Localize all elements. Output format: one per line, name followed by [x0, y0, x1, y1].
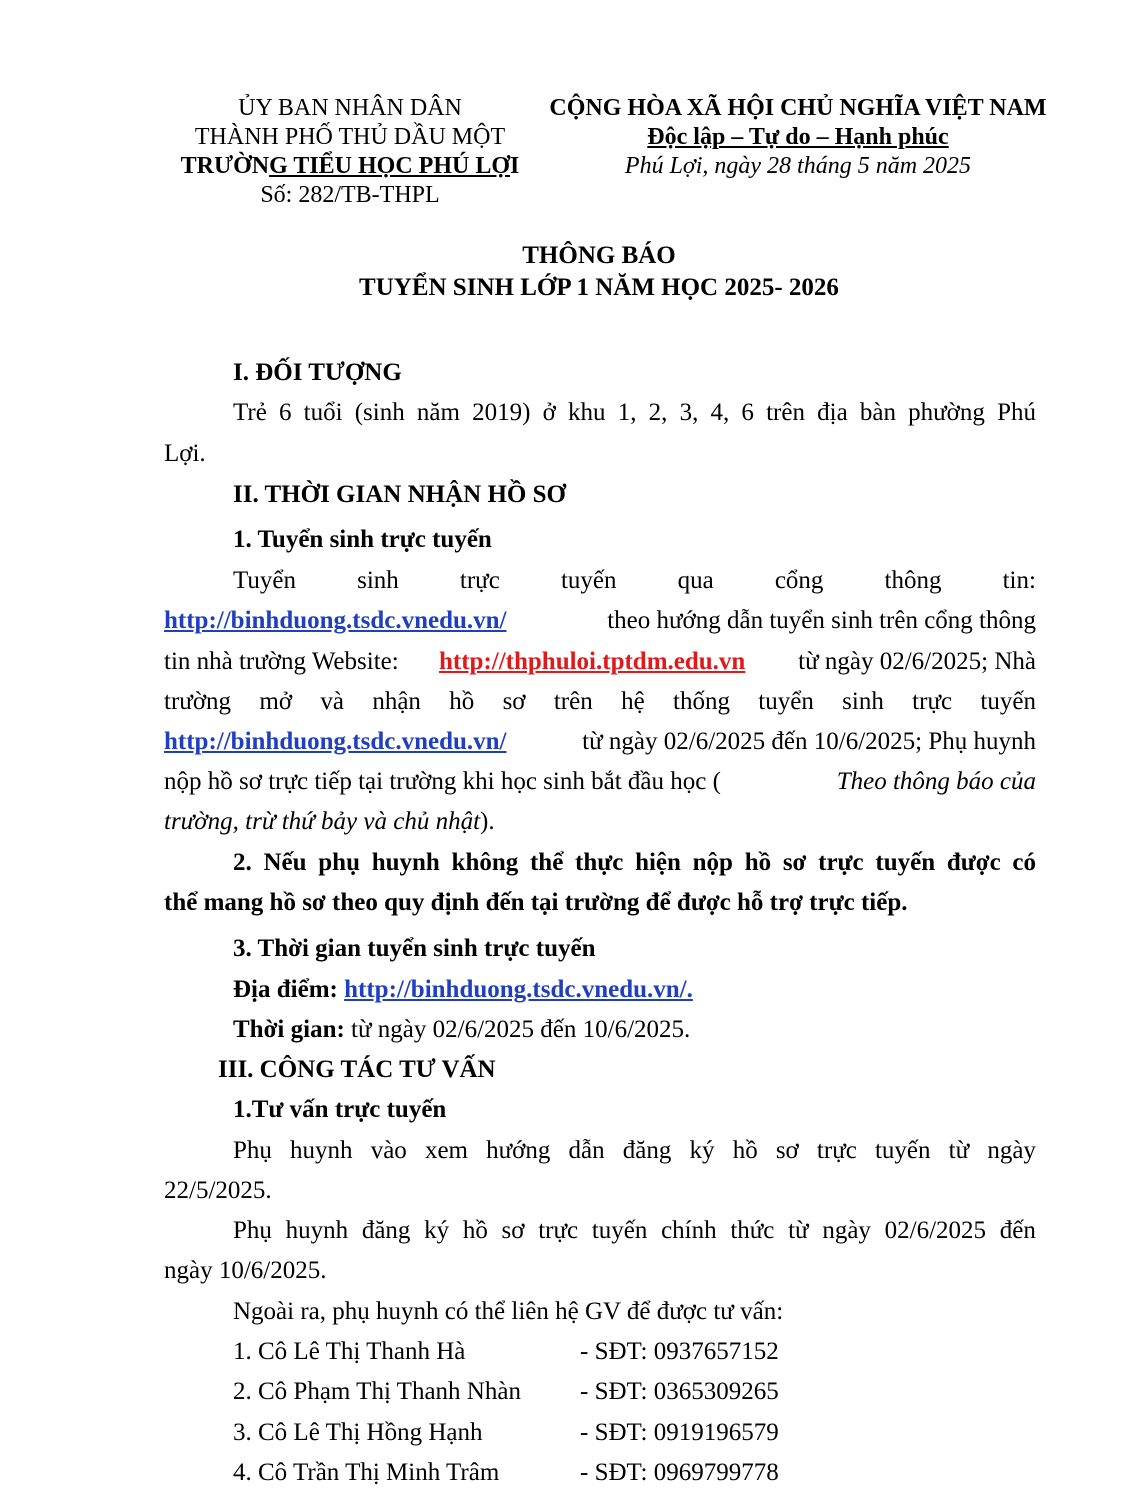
para-line7-italic: trường, trừ thứ bảy và chủ nhật	[164, 808, 481, 835]
word: 02/6/2025	[884, 1217, 987, 1244]
para-line5-text: từ ngày 02/6/2025 đến 10/6/2025; Phụ huynh	[582, 728, 1036, 755]
word: tuyển	[758, 688, 814, 715]
word: xem	[424, 1137, 468, 1164]
school-name-part: TRƯỜN	[180, 153, 270, 179]
word: sinh	[842, 688, 884, 715]
word: sơ	[775, 1137, 799, 1164]
word: dẫn	[568, 1137, 605, 1164]
motto	[548, 123, 1048, 152]
section-3-p2-line1	[233, 1213, 1036, 1249]
section-2-sub2-line1: 2. Nếu phụ huynh không thể thực hiện nộp hồ sơ trực tuyến được có	[233, 849, 1036, 876]
time-line	[233, 1012, 1036, 1048]
word: đăng	[622, 1137, 672, 1164]
contact-phone: - SĐT: 0919196579	[580, 1419, 779, 1446]
section-2-sub2-line2: thể mang hồ sơ theo quy định đến tại trường để được hỗ trợ trực tiếp.	[164, 889, 908, 916]
time-label: Thời gian:	[233, 1016, 345, 1043]
word: ngày	[987, 1137, 1036, 1164]
word: qua	[677, 567, 714, 594]
word: Phụ	[233, 1137, 272, 1164]
word: cổng	[774, 567, 824, 594]
word: tuyến	[560, 567, 617, 594]
school-website-link[interactable]: http://thphuloi.tptdm.edu.vn	[438, 648, 746, 675]
word: hồ	[449, 688, 475, 715]
section-2-para-line3	[164, 644, 1036, 680]
section-2-sub1: 1. Tuyển sinh trực tuyến	[233, 526, 492, 553]
section-3-heading: III. CÔNG TÁC TƯ VẤN	[218, 1056, 496, 1083]
para-line3-text-b: từ ngày 02/6/2025; Nhà	[785, 648, 1036, 675]
section-1-heading: I. ĐỐI TƯỢNG	[233, 359, 402, 386]
doc-title: THÔNG BÁO	[522, 242, 676, 269]
word: Tuyển	[233, 567, 296, 594]
word: vào	[370, 1137, 407, 1164]
section-2-para-line4	[164, 684, 1036, 720]
word: đến	[999, 1217, 1036, 1244]
word: thống	[673, 688, 730, 715]
word: hồ	[732, 1137, 758, 1164]
header-right	[548, 94, 1048, 181]
word: mở	[259, 688, 293, 715]
word: nhận	[372, 688, 421, 715]
word: tin:	[1002, 567, 1036, 594]
section-3-sub1: 1.Tư vấn trực tuyến	[233, 1096, 447, 1123]
authority-name: ỦY BAN NHÂN DÂN	[238, 95, 462, 121]
section-1-text-line1: Trẻ 6 tuổi (sinh năm 2019) ở khu 1, 2, 3, 4, 6 trên địa bàn phường Phú	[233, 399, 1036, 426]
school-name-end: I	[510, 153, 520, 179]
location-label: Địa điểm:	[233, 976, 345, 1003]
word: hồ	[462, 1217, 488, 1244]
word: ngày	[822, 1217, 871, 1244]
contact-phone: - SĐT: 0365309265	[580, 1378, 779, 1405]
section-3-p1-line1	[233, 1133, 1036, 1169]
school-name	[160, 152, 540, 181]
word: trên	[553, 688, 593, 715]
word: ký	[424, 1217, 450, 1244]
contact-name: 4. Cô Trần Thị Minh Trâm	[233, 1459, 500, 1486]
word: huynh	[285, 1217, 349, 1244]
word: tuyến	[980, 688, 1036, 715]
contact-name: 1. Cô Lê Thị Thanh Hà	[233, 1338, 466, 1365]
section-3-p1-line2: 22/5/2025.	[164, 1177, 272, 1204]
contact-name: 2. Cô Phạm Thị Thanh Nhàn	[233, 1378, 521, 1405]
section-2-sub3: 3. Thời gian tuyển sinh trực tuyến	[233, 935, 596, 962]
word: sinh	[357, 567, 399, 594]
motto-text: Độc lập – Tự do – Hạnh phúc	[647, 124, 949, 150]
contact-phone: - SĐT: 0937657152	[580, 1338, 779, 1365]
word: thức	[730, 1217, 775, 1244]
contact-name: 3. Cô Lê Thị Hồng Hạnh	[233, 1419, 483, 1446]
section-3-p3: Ngoài ra, phụ huynh có thể liên hệ GV để được tư vấn:	[233, 1298, 784, 1325]
school-name-underlined: G TIỂU HỌC PHÚ LỢ	[269, 153, 511, 179]
contact-phone: - SĐT: 0969799778	[580, 1459, 779, 1486]
section-2-para-line6	[164, 764, 1036, 800]
section-2-para-line5	[164, 724, 1036, 760]
word: chính	[661, 1217, 717, 1244]
word: trường	[164, 688, 232, 715]
doc-subtitle: TUYỂN SINH LỚP 1 NĂM HỌC 2025- 2026	[359, 274, 839, 301]
word: huynh	[290, 1137, 353, 1164]
para-line7-end: ).	[480, 808, 495, 835]
word: trực	[459, 567, 500, 594]
time-value: từ ngày 02/6/2025 đến 10/6/2025.	[344, 1016, 691, 1043]
section-2-para-line2	[164, 603, 1036, 639]
word: tuyến	[591, 1217, 648, 1244]
word: từ	[948, 1137, 970, 1164]
word: thông	[884, 567, 942, 594]
word: hướng	[486, 1137, 551, 1164]
location-line	[233, 972, 1036, 1008]
word: đăng	[361, 1217, 411, 1244]
word: từ	[788, 1217, 809, 1244]
word: trực	[538, 1217, 579, 1244]
para-line6-italic: Theo thông báo của	[836, 768, 1036, 795]
binhduong-link-1[interactable]: http://binhduong.tsdc.vnedu.vn/	[164, 607, 507, 634]
word: hệ	[621, 688, 645, 715]
place-date: Phú Lợi, ngày 28 tháng 5 năm 2025	[624, 153, 972, 179]
document-number: Số: 282/TB-THPL	[260, 182, 440, 208]
binhduong-link-2[interactable]: http://binhduong.tsdc.vnedu.vn/	[164, 728, 507, 755]
section-1-text-line2: Lợi.	[164, 440, 206, 467]
country-name: CỘNG HÒA XÃ HỘI CHỦ NGHĨA VIỆT NAM	[549, 95, 1047, 121]
word: trực	[912, 688, 953, 715]
section-3-p2-line2: ngày 10/6/2025.	[164, 1257, 327, 1284]
para-line2-text: theo hướng dẫn tuyển sinh trên cổng thông	[607, 607, 1036, 634]
para-line6-text: nộp hồ sơ trực tiếp tại trường khi học sinh bắt đầu học (	[164, 768, 721, 795]
word: sơ	[501, 1217, 525, 1244]
word: ký	[689, 1137, 715, 1164]
section-2-para-line7	[164, 804, 1036, 840]
section-2-para-line1	[233, 563, 1036, 599]
para-line3-text: tin nhà trường Website:	[164, 648, 399, 675]
word: Phụ	[233, 1217, 272, 1244]
word: trực	[816, 1137, 857, 1164]
section-2-heading: II. THỜI GIAN NHẬN HỒ SƠ	[233, 481, 566, 508]
word: tuyến	[874, 1137, 931, 1164]
header-left	[160, 94, 540, 210]
city-name: THÀNH PHỐ THỦ DẦU MỘT	[194, 124, 506, 150]
word: sơ	[502, 688, 526, 715]
word: và	[320, 688, 344, 715]
binhduong-link-3[interactable]: http://binhduong.tsdc.vnedu.vn/.	[344, 976, 693, 1003]
